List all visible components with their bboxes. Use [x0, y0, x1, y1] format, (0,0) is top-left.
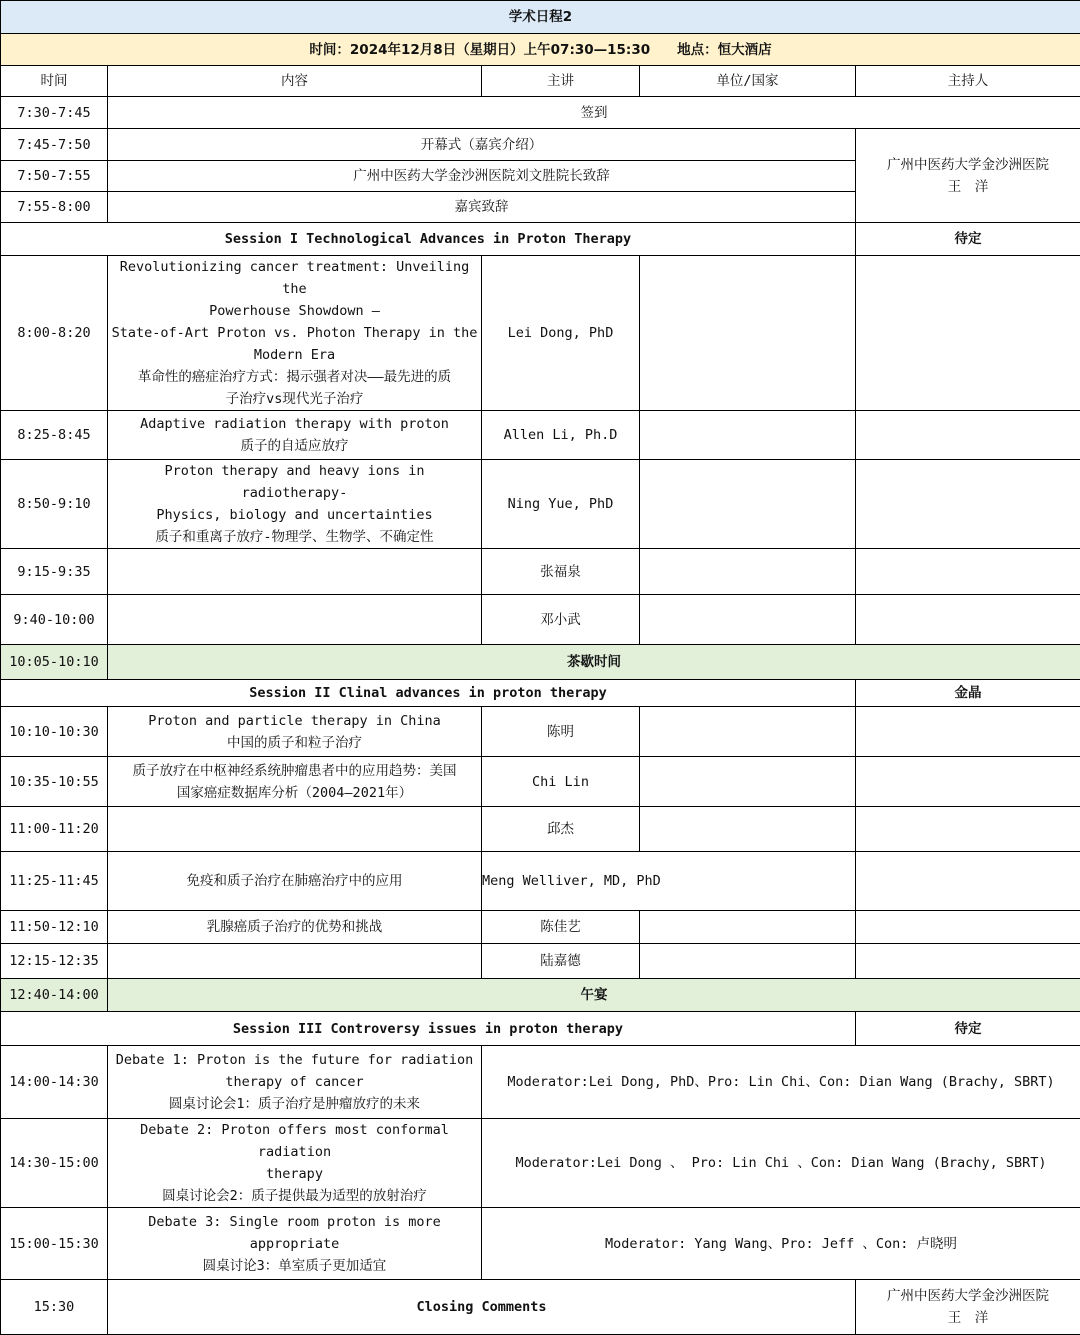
talk-title	[108, 807, 482, 852]
talk-title	[108, 1119, 482, 1208]
row-time: 9:15-9:35	[1, 549, 108, 595]
talk-title	[108, 549, 482, 595]
talk-speaker: Meng Welliver, MD, PhD	[482, 852, 856, 911]
session-3-host: 待定	[856, 1012, 1080, 1046]
talk-affiliation	[640, 411, 856, 460]
talk-title-line: Revolutionizing cancer treatment: Unveiling the	[111, 256, 478, 300]
session-1-host: 待定	[856, 223, 1080, 256]
talk-affiliation	[640, 757, 856, 807]
debate-row	[1, 1119, 1080, 1208]
row-time: 8:25-8:45	[1, 411, 108, 460]
talk-affiliation	[640, 911, 856, 944]
talk-title-line: 质子和重离子放疗-物理学、生物学、不确定性	[111, 526, 478, 548]
talk-title-line: Proton and particle therapy in China	[111, 710, 478, 732]
talk-title	[108, 1208, 482, 1280]
talk-title-line: 免疫和质子治疗在肺癌治疗中的应用	[111, 870, 478, 892]
talk-speaker: Ning Yue, PhD	[482, 460, 640, 549]
talk-speaker: 陈佳艺	[482, 911, 640, 944]
talk-speaker: 邱杰	[482, 807, 640, 852]
session-1-title: Session I Technological Advances in Proton Therapy	[1, 223, 856, 256]
debate-panel: Moderator:Lei Dong 、 Pro: Lin Chi 、Con: Dian Wang (Brachy, SBRT)	[482, 1119, 1080, 1208]
debate-row	[1, 1208, 1080, 1280]
talk-title-line: 子治疗vs现代光子治疗	[111, 388, 478, 410]
header-host: 主持人	[856, 66, 1080, 97]
talk-row	[1, 807, 1080, 852]
host-name: 王 洋	[859, 176, 1077, 198]
talk-affiliation	[640, 549, 856, 595]
header-row	[1, 66, 1080, 97]
talk-title-line: 国家癌症数据库分析（2004—2021年）	[111, 782, 478, 804]
talk-host	[856, 944, 1080, 979]
talk-title-line: 圆桌讨论3：单室质子更加适宜	[111, 1255, 478, 1277]
schedule-title: 学术日程2	[1, 1, 1080, 34]
lunch-time: 12:40-14:00	[1, 979, 108, 1012]
talk-row	[1, 256, 1080, 411]
schedule-row	[1, 97, 1080, 129]
talk-host	[856, 807, 1080, 852]
break-row	[1, 645, 1080, 680]
talk-title-line: Proton therapy and heavy ions in radiotherapy-	[111, 460, 478, 504]
closing-host	[856, 1280, 1080, 1335]
talk-affiliation	[640, 256, 856, 411]
header-speaker: 主讲	[482, 66, 640, 97]
session-2-title: Session II Clinal advances in proton therapy	[1, 680, 856, 707]
session-2-host: 金晶	[856, 680, 1080, 707]
lunch-label-cell	[108, 979, 1080, 1012]
talk-host	[856, 595, 1080, 645]
row-time: 11:50-12:10	[1, 911, 108, 944]
talk-affiliation	[640, 460, 856, 549]
schedule-row	[1, 129, 1080, 161]
talk-row	[1, 757, 1080, 807]
talk-speaker: Chi Lin	[482, 757, 640, 807]
talk-host	[856, 757, 1080, 807]
talk-host	[856, 411, 1080, 460]
row-time: 10:10-10:30	[1, 707, 108, 757]
talk-title-line: Modern Era	[111, 344, 478, 366]
row-time: 8:50-9:10	[1, 460, 108, 549]
break-label-cell	[108, 645, 1080, 680]
break-label: 茶歇时间	[567, 654, 621, 670]
session-header-row	[1, 680, 1080, 707]
talk-row	[1, 944, 1080, 979]
talk-host	[856, 256, 1080, 411]
talk-speaker: 邓小武	[482, 595, 640, 645]
talk-title-line: Debate 3: Single room proton is more appropriate	[111, 1211, 478, 1255]
header-affiliation: 单位/国家	[640, 66, 856, 97]
row-time: 7:30-7:45	[1, 97, 108, 129]
debate-panel: Moderator: Yang Wang、Pro: Jeff 、Con: 卢晓明	[482, 1208, 1080, 1280]
talk-row	[1, 460, 1080, 549]
debate-row	[1, 1046, 1080, 1119]
talk-title-line: 质子的自适应放疗	[111, 435, 478, 457]
talk-title	[108, 595, 482, 645]
row-content: 开幕式（嘉宾介绍）	[108, 129, 856, 161]
closing-label: Closing Comments	[108, 1280, 856, 1335]
talk-speaker: 张福泉	[482, 549, 640, 595]
host-affiliation: 广州中医药大学金沙洲医院	[859, 154, 1077, 176]
lunch-row	[1, 979, 1080, 1012]
talk-speaker: 陆嘉德	[482, 944, 640, 979]
talk-affiliation	[640, 807, 856, 852]
closing-time: 15:30	[1, 1280, 108, 1335]
talk-title-line: State-of-Art Proton vs. Photon Therapy in the	[111, 322, 478, 344]
talk-host	[856, 911, 1080, 944]
time-location-info: 时间：2024年12月8日（星期日）上午07:30—15:30 地点：恒大酒店	[1, 34, 1080, 66]
row-time: 7:45-7:50	[1, 129, 108, 161]
talk-title	[108, 1046, 482, 1119]
row-time: 10:35-10:55	[1, 757, 108, 807]
row-time: 11:00-11:20	[1, 807, 108, 852]
talk-row	[1, 595, 1080, 645]
row-content: 嘉宾致辞	[108, 192, 856, 223]
talk-title	[108, 460, 482, 549]
talk-affiliation	[640, 595, 856, 645]
talk-title-line: therapy	[111, 1163, 478, 1185]
header-content: 内容	[108, 66, 482, 97]
header-time: 时间	[1, 66, 108, 97]
talk-host	[856, 460, 1080, 549]
talk-title-line: 乳腺癌质子治疗的优势和挑战	[111, 916, 478, 938]
closing-row	[1, 1280, 1080, 1335]
row-time: 8:00-8:20	[1, 256, 108, 411]
talk-title-line: 中国的质子和粒子治疗	[111, 732, 478, 754]
talk-title-line: 质子放疗在中枢神经系统肿瘤患者中的应用趋势：美国	[111, 760, 478, 782]
row-time: 12:15-12:35	[1, 944, 108, 979]
talk-title	[108, 256, 482, 411]
row-time: 11:25-11:45	[1, 852, 108, 911]
talk-row	[1, 707, 1080, 757]
session-3-title: Session III Controversy issues in proton therapy	[1, 1012, 856, 1046]
session-header-row	[1, 1012, 1080, 1046]
talk-title	[108, 707, 482, 757]
lunch-label: 午宴	[581, 987, 608, 1003]
opening-host	[856, 129, 1080, 223]
break-time: 10:05-10:10	[1, 645, 108, 680]
talk-row	[1, 411, 1080, 460]
talk-row	[1, 549, 1080, 595]
talk-title-line: Debate 1: Proton is the future for radiation	[111, 1049, 478, 1071]
talk-title	[108, 411, 482, 460]
talk-title-line: Physics, biology and uncertainties	[111, 504, 478, 526]
row-time: 15:00-15:30	[1, 1208, 108, 1280]
talk-title	[108, 757, 482, 807]
talk-title-line: 圆桌讨论会1：质子治疗是肿瘤放疗的未来	[111, 1093, 478, 1115]
row-content: 广州中医药大学金沙洲医院刘文胜院长致辞	[108, 161, 856, 192]
talk-title	[108, 911, 482, 944]
row-time: 14:00-14:30	[1, 1046, 108, 1119]
row-time: 14:30-15:00	[1, 1119, 108, 1208]
talk-speaker: 陈明	[482, 707, 640, 757]
row-time: 7:50-7:55	[1, 161, 108, 192]
talk-title-line: Powerhouse Showdown –	[111, 300, 478, 322]
talk-title-line: therapy of cancer	[111, 1071, 478, 1093]
talk-title-line: Adaptive radiation therapy with proton	[111, 413, 478, 435]
row-time: 7:55-8:00	[1, 192, 108, 223]
session-header-row	[1, 223, 1080, 256]
title-row	[1, 1, 1080, 34]
closing-host-name: 王 洋	[859, 1307, 1077, 1329]
talk-title	[108, 852, 482, 911]
talk-row	[1, 852, 1080, 911]
closing-host-affiliation: 广州中医药大学金沙洲医院	[859, 1285, 1077, 1307]
row-time: 9:40-10:00	[1, 595, 108, 645]
talk-speaker: Allen Li, Ph.D	[482, 411, 640, 460]
talk-title-line: 圆桌讨论会2：质子提供最为适型的放射治疗	[111, 1185, 478, 1207]
row-content: 签到	[108, 97, 1080, 129]
talk-host	[856, 549, 1080, 595]
talk-speaker: Lei Dong, PhD	[482, 256, 640, 411]
talk-affiliation	[640, 707, 856, 757]
talk-row	[1, 911, 1080, 944]
talk-title	[108, 944, 482, 979]
talk-host	[856, 707, 1080, 757]
debate-panel: Moderator:Lei Dong, PhD、Pro: Lin Chi、Con: Dian Wang (Brachy, SBRT)	[482, 1046, 1080, 1119]
talk-host	[856, 852, 1080, 911]
info-row	[1, 34, 1080, 66]
talk-affiliation	[640, 944, 856, 979]
talk-title-line: 革命性的癌症治疗方式：揭示强者对决——最先进的质	[111, 366, 478, 388]
talk-title-line: Debate 2: Proton offers most conformal radiation	[111, 1119, 478, 1163]
